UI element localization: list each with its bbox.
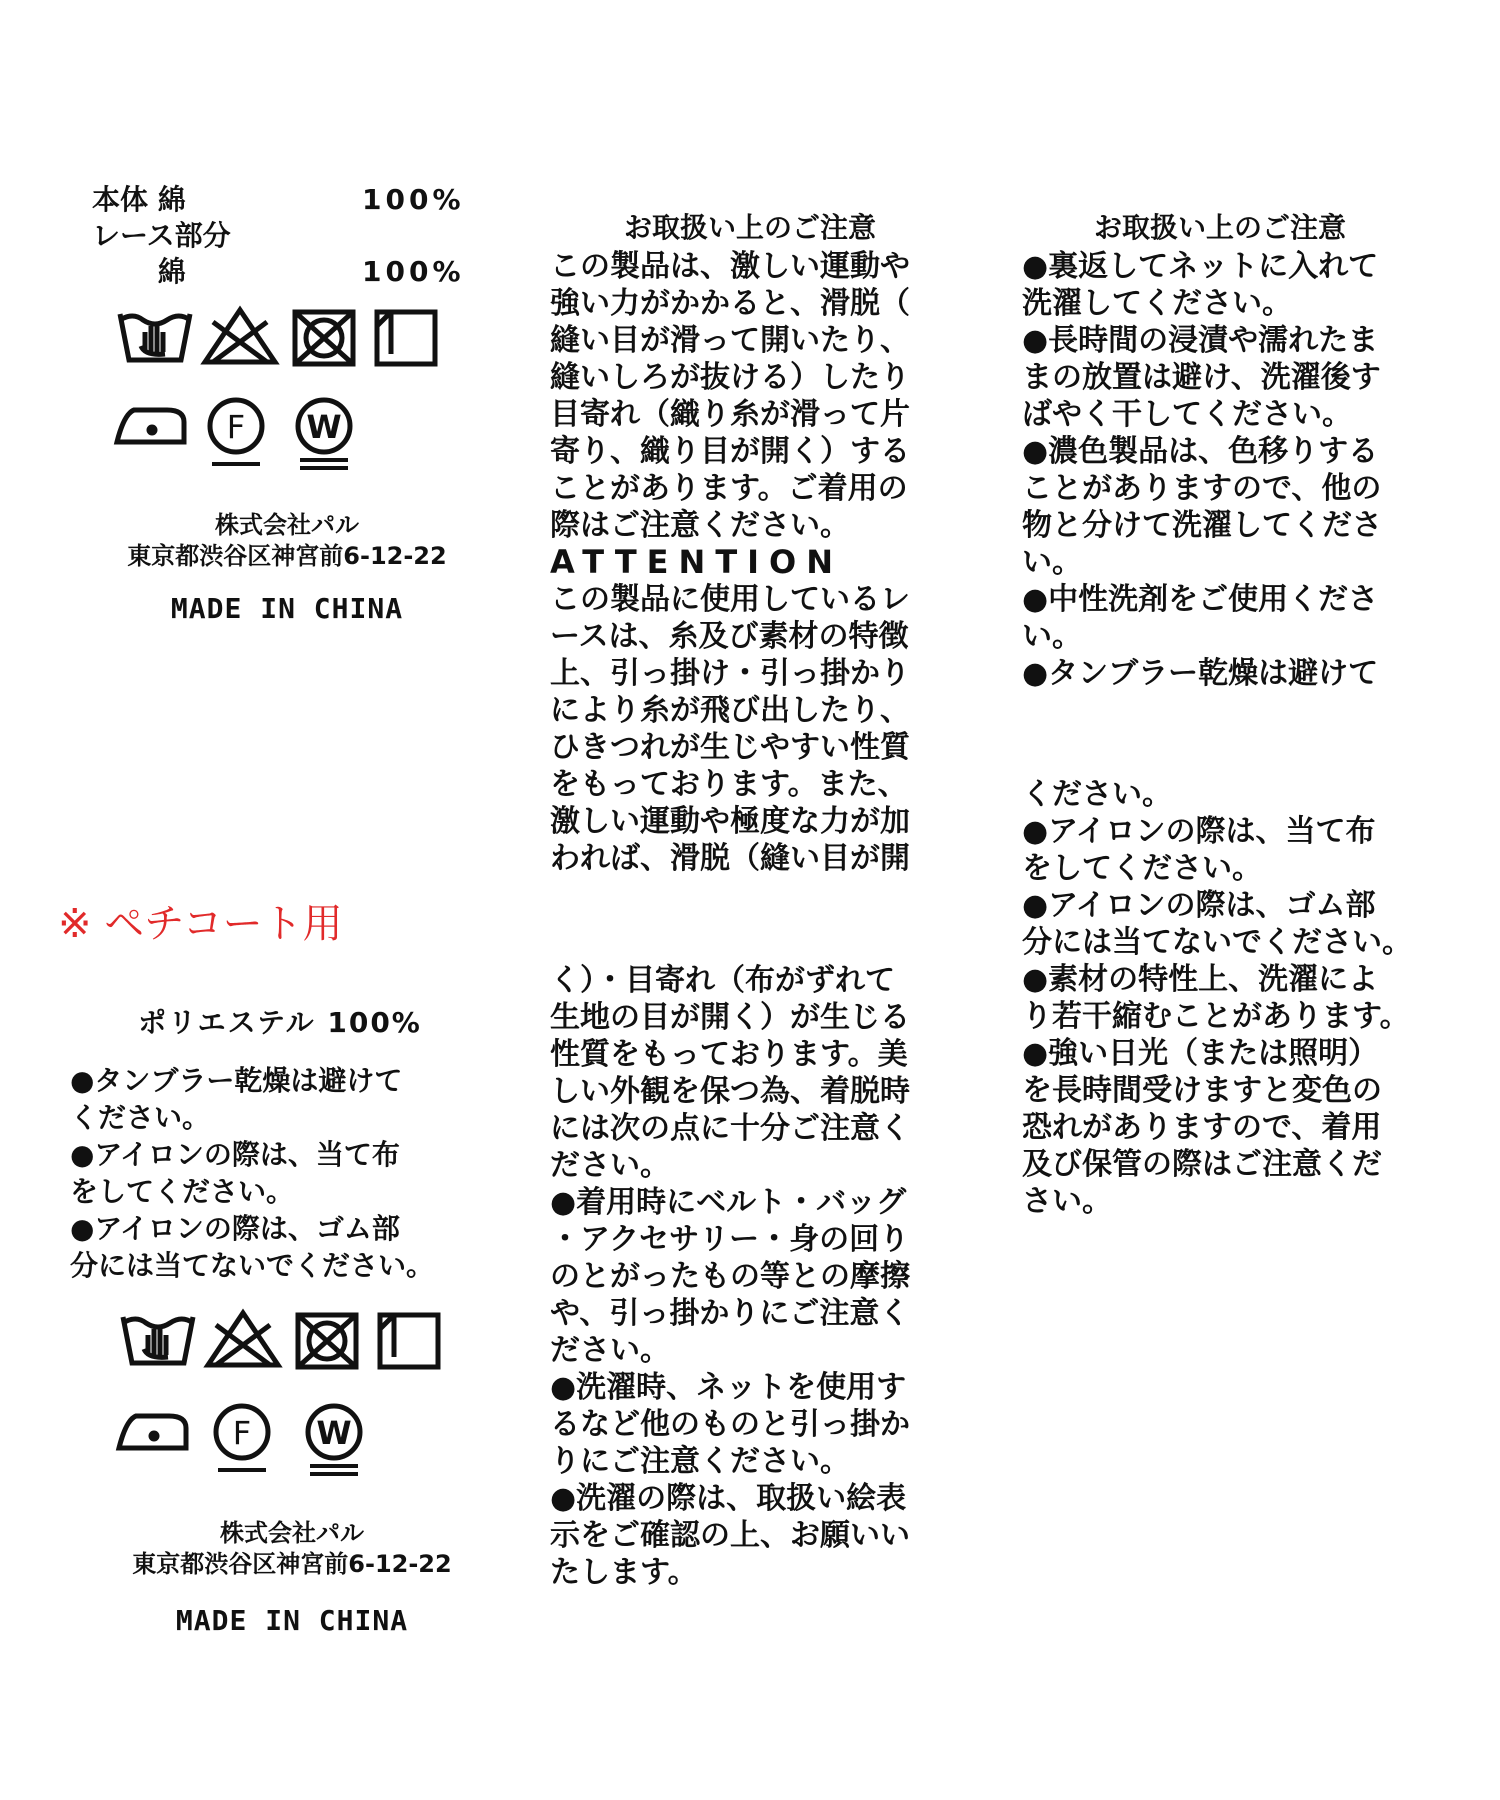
svg-text:F: F <box>232 1414 252 1452</box>
right-text-part2 <box>1022 776 1472 1220</box>
dry-clean-f-icon <box>210 400 262 464</box>
text-line: ●アイロンの際は、ゴム部 <box>1022 888 1376 923</box>
text-line: ださい。 <box>550 1148 670 1183</box>
label2-composition: ポリエステル 100% <box>138 1006 422 1039</box>
text-line: ばやく干してください。 <box>1022 397 1352 432</box>
label1-made-in: MADE IN CHINA <box>170 592 404 625</box>
no-bleach-icon <box>208 1313 278 1365</box>
text-line: をしてください。 <box>1022 851 1262 886</box>
text-line: ●タンブラー乾燥は避けて <box>1022 656 1379 691</box>
company-name: 株式会社パル <box>220 1519 364 1547</box>
text-line: ●裏返してネットに入れて <box>1022 249 1379 284</box>
text-line: 際はご注意ください。 <box>550 508 850 543</box>
iron-medium-icon <box>119 1416 186 1448</box>
care-line: ●アイロンの際は、ゴム部 <box>70 1212 400 1245</box>
middle-text-part3 <box>550 962 970 1591</box>
composition-label: レース部分 <box>92 219 231 252</box>
text-line: 激しい運動や極度な力が加 <box>550 804 910 839</box>
attention-heading: ATTENTION <box>550 543 844 581</box>
text-line: 示をご確認の上、お願いい <box>550 1518 910 1553</box>
composition-label: 本体 綿 <box>92 183 186 216</box>
text-line: りにご注意ください。 <box>550 1444 850 1479</box>
text-line: り若干縮むことがあります。 <box>1022 999 1410 1034</box>
text-line: 及び保管の際はご注意くだ <box>1022 1147 1382 1182</box>
text-line: 強い力がかかると、滑脱（ <box>550 286 910 321</box>
composition-percent: 100% <box>362 183 465 216</box>
text-line: まの放置は避け、洗濯後す <box>1022 360 1381 395</box>
care-line: ●タンブラー乾燥は避けて <box>70 1064 403 1097</box>
text-line: 目寄れ（織り糸が滑って片 <box>550 397 910 432</box>
text-line: この製品は、激しい運動や <box>550 249 910 284</box>
text-line: 性質をもっております。美 <box>550 1037 908 1072</box>
text-line: 分には当てないでください。 <box>1022 925 1412 960</box>
text-line: ・アクセサリー・身の回り <box>550 1222 910 1257</box>
middle-heading: お取扱い上のご注意 <box>623 211 876 244</box>
middle-text-part1 <box>550 248 970 877</box>
no-tumble-dry-icon <box>295 312 353 364</box>
text-line: 物と分けて洗濯してくださ <box>1022 508 1382 543</box>
text-line: には次の点に十分ご注意く <box>550 1111 910 1146</box>
text-line: ●洗濯時、ネットを使用す <box>550 1370 907 1405</box>
composition-row <box>92 218 482 254</box>
text-line: ことがありますので、他の <box>1022 471 1382 506</box>
care-line: をしてください。 <box>70 1175 295 1208</box>
wet-clean-w-icon <box>298 400 350 468</box>
text-line: さい。 <box>1022 1184 1112 1219</box>
composition-percent: 100% <box>362 255 465 288</box>
text-line: や、引っ掛かりにご注意く <box>550 1296 910 1331</box>
petticoat-note: ※ ペチコート用 <box>58 901 343 947</box>
text-line: たします。 <box>550 1555 698 1590</box>
text-line: ●中性洗剤をご使用くださ <box>1022 582 1379 617</box>
text-line: るなど他のものと引っ掛か <box>550 1407 910 1442</box>
text-line: われば、滑脱（縫い目が開 <box>550 841 910 876</box>
no-tumble-dry-icon <box>298 1315 356 1367</box>
company-name: 株式会社パル <box>215 511 359 539</box>
label1-care-icons-bottom <box>112 392 372 476</box>
text-line: く）・目寄れ（布がずれて <box>550 963 895 998</box>
company-address: 東京都渋谷区神宮前6-12-22 <box>127 542 447 570</box>
text-line: ひきつれが生じやすい性質 <box>550 730 910 765</box>
text-line: ●長時間の浸漬や濡れたま <box>1022 323 1379 358</box>
text-line: 縫いしろが抜ける）したり <box>550 360 910 395</box>
svg-text:W: W <box>306 408 342 446</box>
label1-company <box>92 510 482 572</box>
text-line: この製品に使用しているレ <box>550 582 910 617</box>
dry-clean-f-icon <box>216 1406 268 1470</box>
label2-care-icons-top <box>118 1305 458 1375</box>
care-line: ●アイロンの際は、当て布 <box>70 1138 400 1171</box>
text-line: ースは、糸及び素材の特徴 <box>550 619 909 654</box>
svg-text:F: F <box>226 408 246 446</box>
text-line: 上、引っ掛け・引っ掛かり <box>550 656 910 691</box>
label1-composition <box>92 182 482 290</box>
text-line: 恐れがありますので、着用 <box>1022 1110 1382 1145</box>
text-line: ください。 <box>1022 777 1172 812</box>
text-line: 洗濯してください。 <box>1022 286 1292 321</box>
iron-medium-icon <box>117 410 184 442</box>
text-line: をもっております。また、 <box>550 767 908 802</box>
text-line: ことがあります。ご着用の <box>550 471 908 506</box>
label2-company <box>92 1518 492 1580</box>
line-dry-shade-icon <box>377 312 435 364</box>
composition-row <box>92 182 482 218</box>
label2-care-icons-bottom <box>114 1398 374 1482</box>
text-line: のとがったもの等との摩擦 <box>550 1259 910 1294</box>
right-heading: お取扱い上のご注意 <box>1093 211 1346 244</box>
care-line: ください。 <box>70 1101 211 1134</box>
text-line: ●素材の特性上、洗濯によ <box>1022 962 1379 997</box>
text-line: により糸が飛び出したり、 <box>550 693 910 728</box>
text-line: 寄り、織り目が開く）する <box>550 434 910 469</box>
text-line: 縫い目が滑って開いたり、 <box>550 323 910 358</box>
text-line: ●洗濯の際は、取扱い絵表 <box>550 1481 907 1516</box>
no-bleach-icon <box>205 310 275 362</box>
text-line: ●濃色製品は、色移りする <box>1022 434 1379 469</box>
text-line: しい外観を保つ為、着脱時 <box>550 1074 910 1109</box>
hand-wash-icon <box>123 1317 193 1363</box>
text-line: ださい。 <box>550 1333 670 1368</box>
composition-label: 綿 <box>92 255 186 288</box>
svg-text:W: W <box>316 1414 352 1452</box>
text-line: い。 <box>1022 619 1082 654</box>
text-line: 生地の目が開く）が生じる <box>550 1000 910 1035</box>
label1-care-icons-top <box>115 302 455 372</box>
company-address: 東京都渋谷区神宮前6-12-22 <box>132 1550 452 1578</box>
wet-clean-w-icon <box>308 1406 360 1474</box>
line-dry-shade-icon <box>380 1315 438 1367</box>
text-line: を長時間受けますと変色の <box>1022 1073 1382 1108</box>
composition-row <box>92 254 482 290</box>
text-line: ●強い日光（または照明） <box>1022 1036 1379 1071</box>
label2-made-in: MADE IN CHINA <box>175 1604 409 1637</box>
care-line: 分には当てないでください。 <box>70 1249 435 1282</box>
hand-wash-icon <box>120 314 190 360</box>
text-line: ●着用時にベルト・バッグ <box>550 1185 907 1220</box>
text-line: ●アイロンの際は、当て布 <box>1022 814 1376 849</box>
label2-care-text <box>70 1062 510 1284</box>
text-line: い。 <box>1022 545 1082 580</box>
right-text-part1 <box>1022 248 1462 692</box>
